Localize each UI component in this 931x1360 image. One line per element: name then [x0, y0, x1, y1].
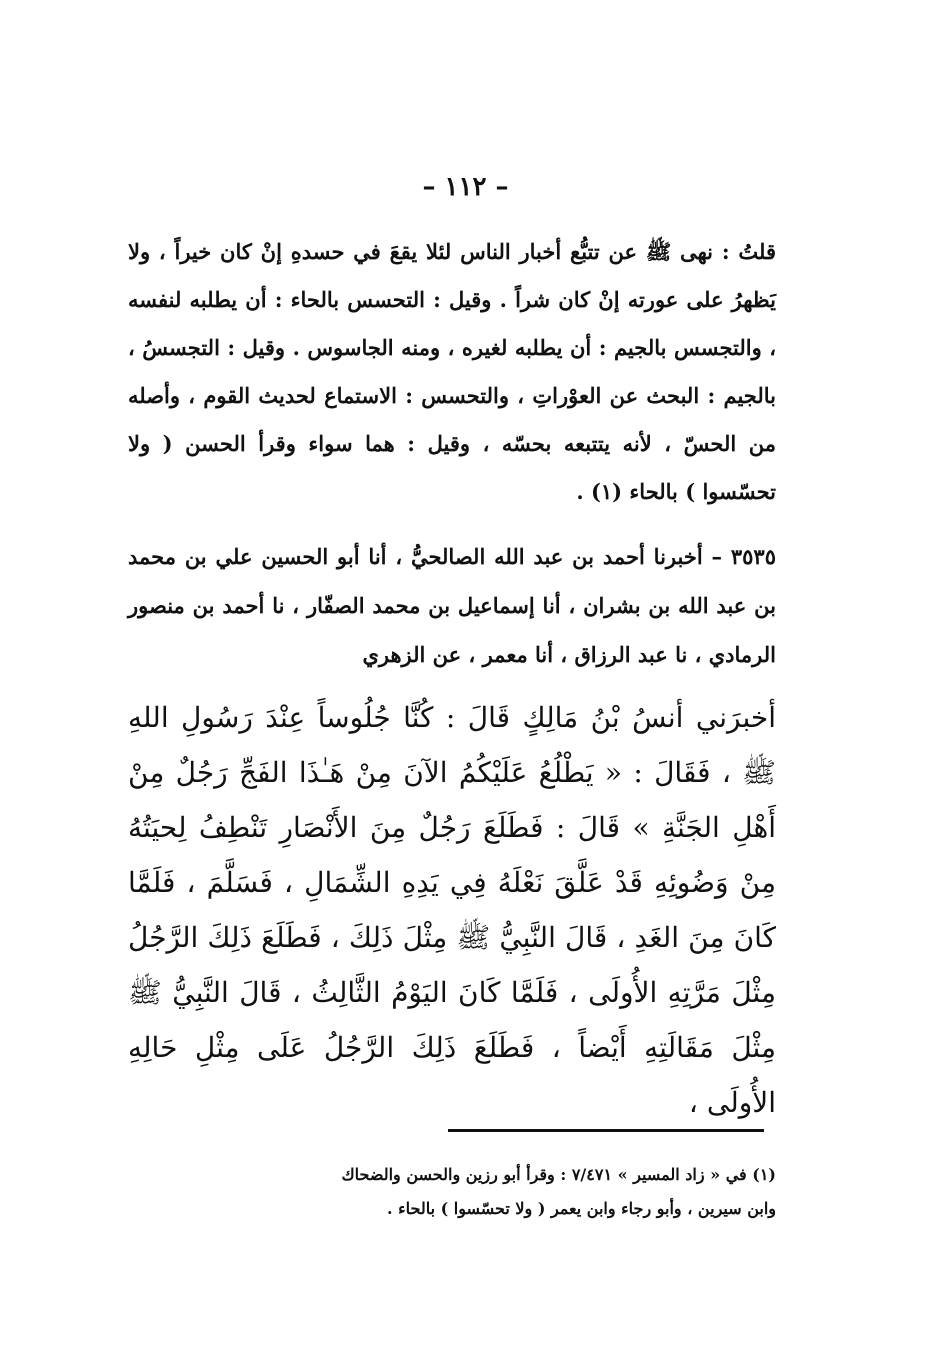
footnote-divider: [448, 1129, 764, 1132]
footnote-line-2: وابن سيرين ، وأبو رجاء وابن يعمر ( ولا تحسّسوا ) بالحاء .: [387, 1199, 776, 1218]
commentary-paragraph: قلتُ : نهى ﷺ عن تتبُّع أخبار الناس لئلا يقعَ في حسدهِ إنْ كان خيراً ، ولا يَظهرُ على عورته إنْ كان شراً . وقيل : التحسس بالحاء : أن يطلبه لنفسه ، والتجسس بالجيم : أن يطلبه لغيره ، ومنه الجاسوس . وقيل : التجسسُ ، بالجيم : البحث عن العوْراتِ ، والتحسس : الاستماع لحديث القوم ، وأصله من الحسّ ، لأنه يتتبعه بحسّه ، وقيل : هما سواء وقرأ الحسن ( ولا تحسّسوا ) بالحاء (١) .: [128, 239, 776, 504]
isnad-paragraph: ٣٥٣٥ – أخبرنا أحمد بن عبد الله الصالحيُّ ، أنا أبو الحسين علي بن محمد بن عبد الله بن بشران ، أنا إسماعيل بن محمد الصفّار ، نا أحمد بن منصور الرمادي ، نا عبد الرزاق ، أنا معمر ، عن الزهري: [128, 544, 776, 667]
hadith-text: أخبرَني أنسُ بْنُ مَالِكٍ قَالَ : كُنَّا جُلُوساً عِنْدَ رَسُولِ اللهِ ﷺ ، فَقَالَ : « يَطْلُعُ عَلَيْكُمُ الآنَ مِنْ هَـٰذَا الفَجِّ رَجُلٌ مِنْ أَهْلِ الجَنَّةِ » قَالَ : فَطَلَعَ رَجُلٌ مِنَ الأَنْصَارِ تَنْطِفُ لِحيَتُهُ مِنْ وَضُوئِهِ قَدْ عَلَّقَ نَعْلَهُ فِي يَدِهِ الشِّمَالِ ، فَسَلَّمَ ، فَلَمَّا كَانَ مِنَ الغَدِ ، قَالَ النَّبِيُّ ﷺ مِثْلَ ذَلِكَ ، فَطَلَعَ ذَلِكَ الرَّجُلُ مِثْلَ مَرَّتِهِ الأُولَى ، فَلَمَّا كَانَ اليَوْمُ الثَّالِثُ ، قَالَ النَّبِيُّ ﷺ مِثْلَ مَقَالَتِهِ أَيْضاً ، فَطَلَعَ ذَلِكَ الرَّجُلُ عَلَى مِثْلِ حَالِهِ الأُولَى ،: [128, 701, 776, 1119]
page-number: – ١١٢ –: [422, 172, 509, 202]
footnote-line-1: (١) في « زاد المسير » ٧/٤٧١ : وقرأ أبو رزين والحسن والضحاك: [341, 1165, 776, 1184]
footnote: [120, 1158, 776, 1226]
